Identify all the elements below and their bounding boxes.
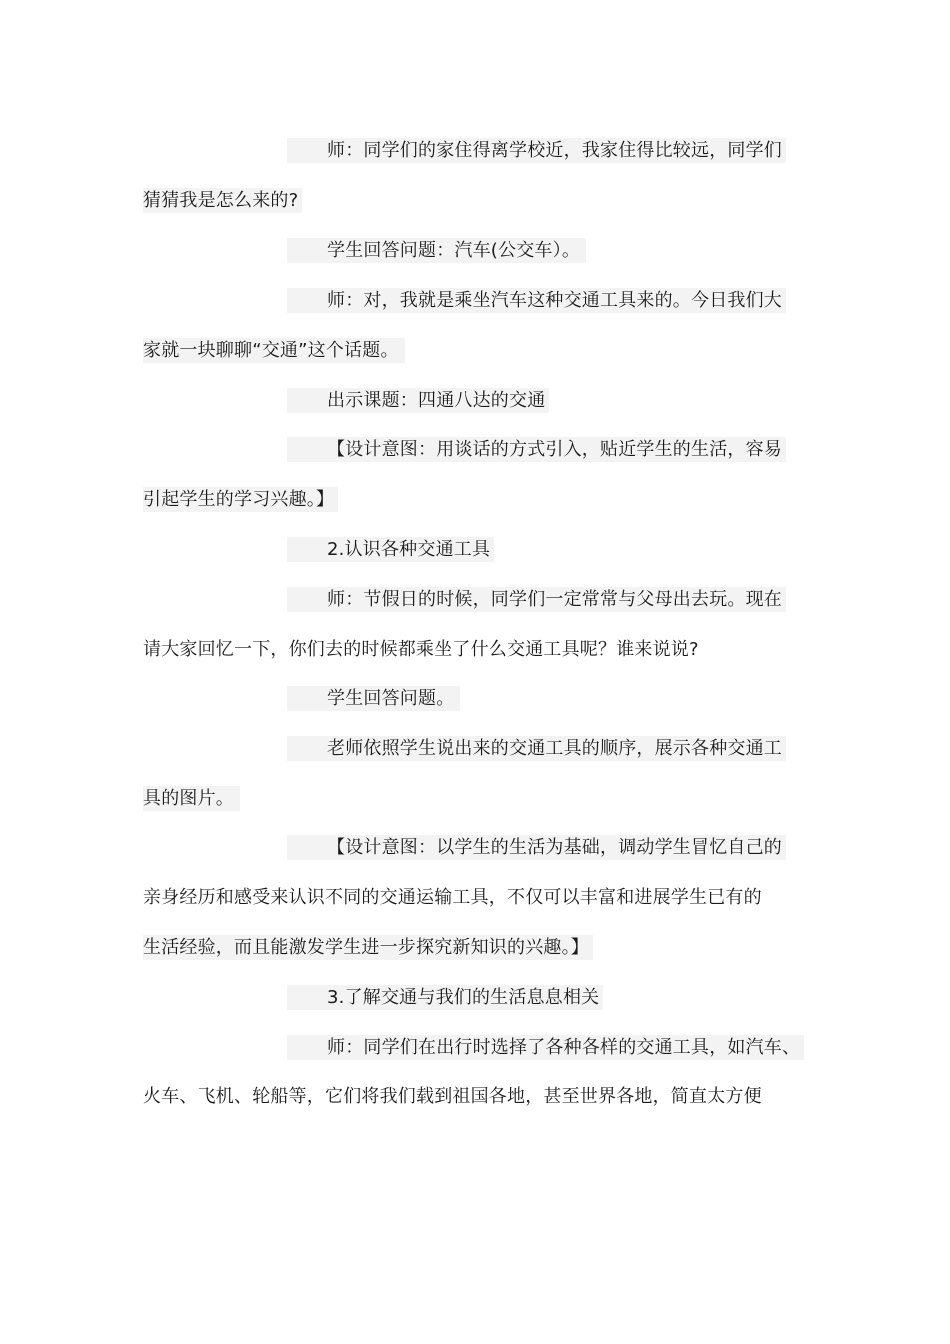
paragraph-line: 老师依照学生说出来的交通工具的顺序，展示各种交通工 xyxy=(287,736,786,761)
design-intent-line: 引起学生的学习兴趣。】 xyxy=(143,487,338,512)
design-intent-line: 生活经验，而且能激发学生进一步探究新知识的兴趣。】 xyxy=(143,935,593,960)
paragraph-line: 具的图片。 xyxy=(143,786,240,811)
section-heading: 3.了解交通与我们的生活息息相关 xyxy=(287,985,603,1010)
paragraph-line: 师：节假日的时候，同学们一定常常与父母出去玩。现在 xyxy=(287,587,786,612)
paragraph-line: 师：同学们在出行时选择了各种各样的交通工具，如汽车、 xyxy=(287,1035,804,1060)
design-intent-line: 【设计意图：用谈话的方式引入，贴近学生的生活，容易 xyxy=(287,437,786,462)
paragraph-line: 火车、飞机、轮船等，它们将我们载到祖国各地，甚至世界各地，简直太方便 xyxy=(143,1086,762,1107)
paragraph-line: 家就一块聊聊“交通”这个话题。 xyxy=(143,338,405,363)
design-intent-line: 亲身经历和感受来认识不同的交通运输工具，不仅可以丰富和进展学生已有的 xyxy=(143,887,762,908)
paragraph-line: 师：同学们的家住得离学校近，我家住得比较远，同学们 xyxy=(287,138,786,163)
paragraph-line: 师：对，我就是乘坐汽车这种交通工具来的。今日我们大 xyxy=(287,288,786,313)
section-heading: 2.认识各种交通工具 xyxy=(287,537,494,562)
section-heading: 出示课题：四通八达的交通 xyxy=(287,388,549,413)
design-intent-line: 【设计意图：以学生的生活为基础，调动学生冒忆自己的 xyxy=(287,835,786,860)
paragraph-line: 学生回答问题：汽车(公交车）。 xyxy=(287,238,586,263)
paragraph-line: 学生回答问题。 xyxy=(287,686,460,711)
paragraph-line: 猜猜我是怎么来的? xyxy=(143,188,302,213)
paragraph-line: 请大家回忆一下，你们去的时候都乘坐了什么交通工具呢？谁来说说? xyxy=(143,639,699,660)
